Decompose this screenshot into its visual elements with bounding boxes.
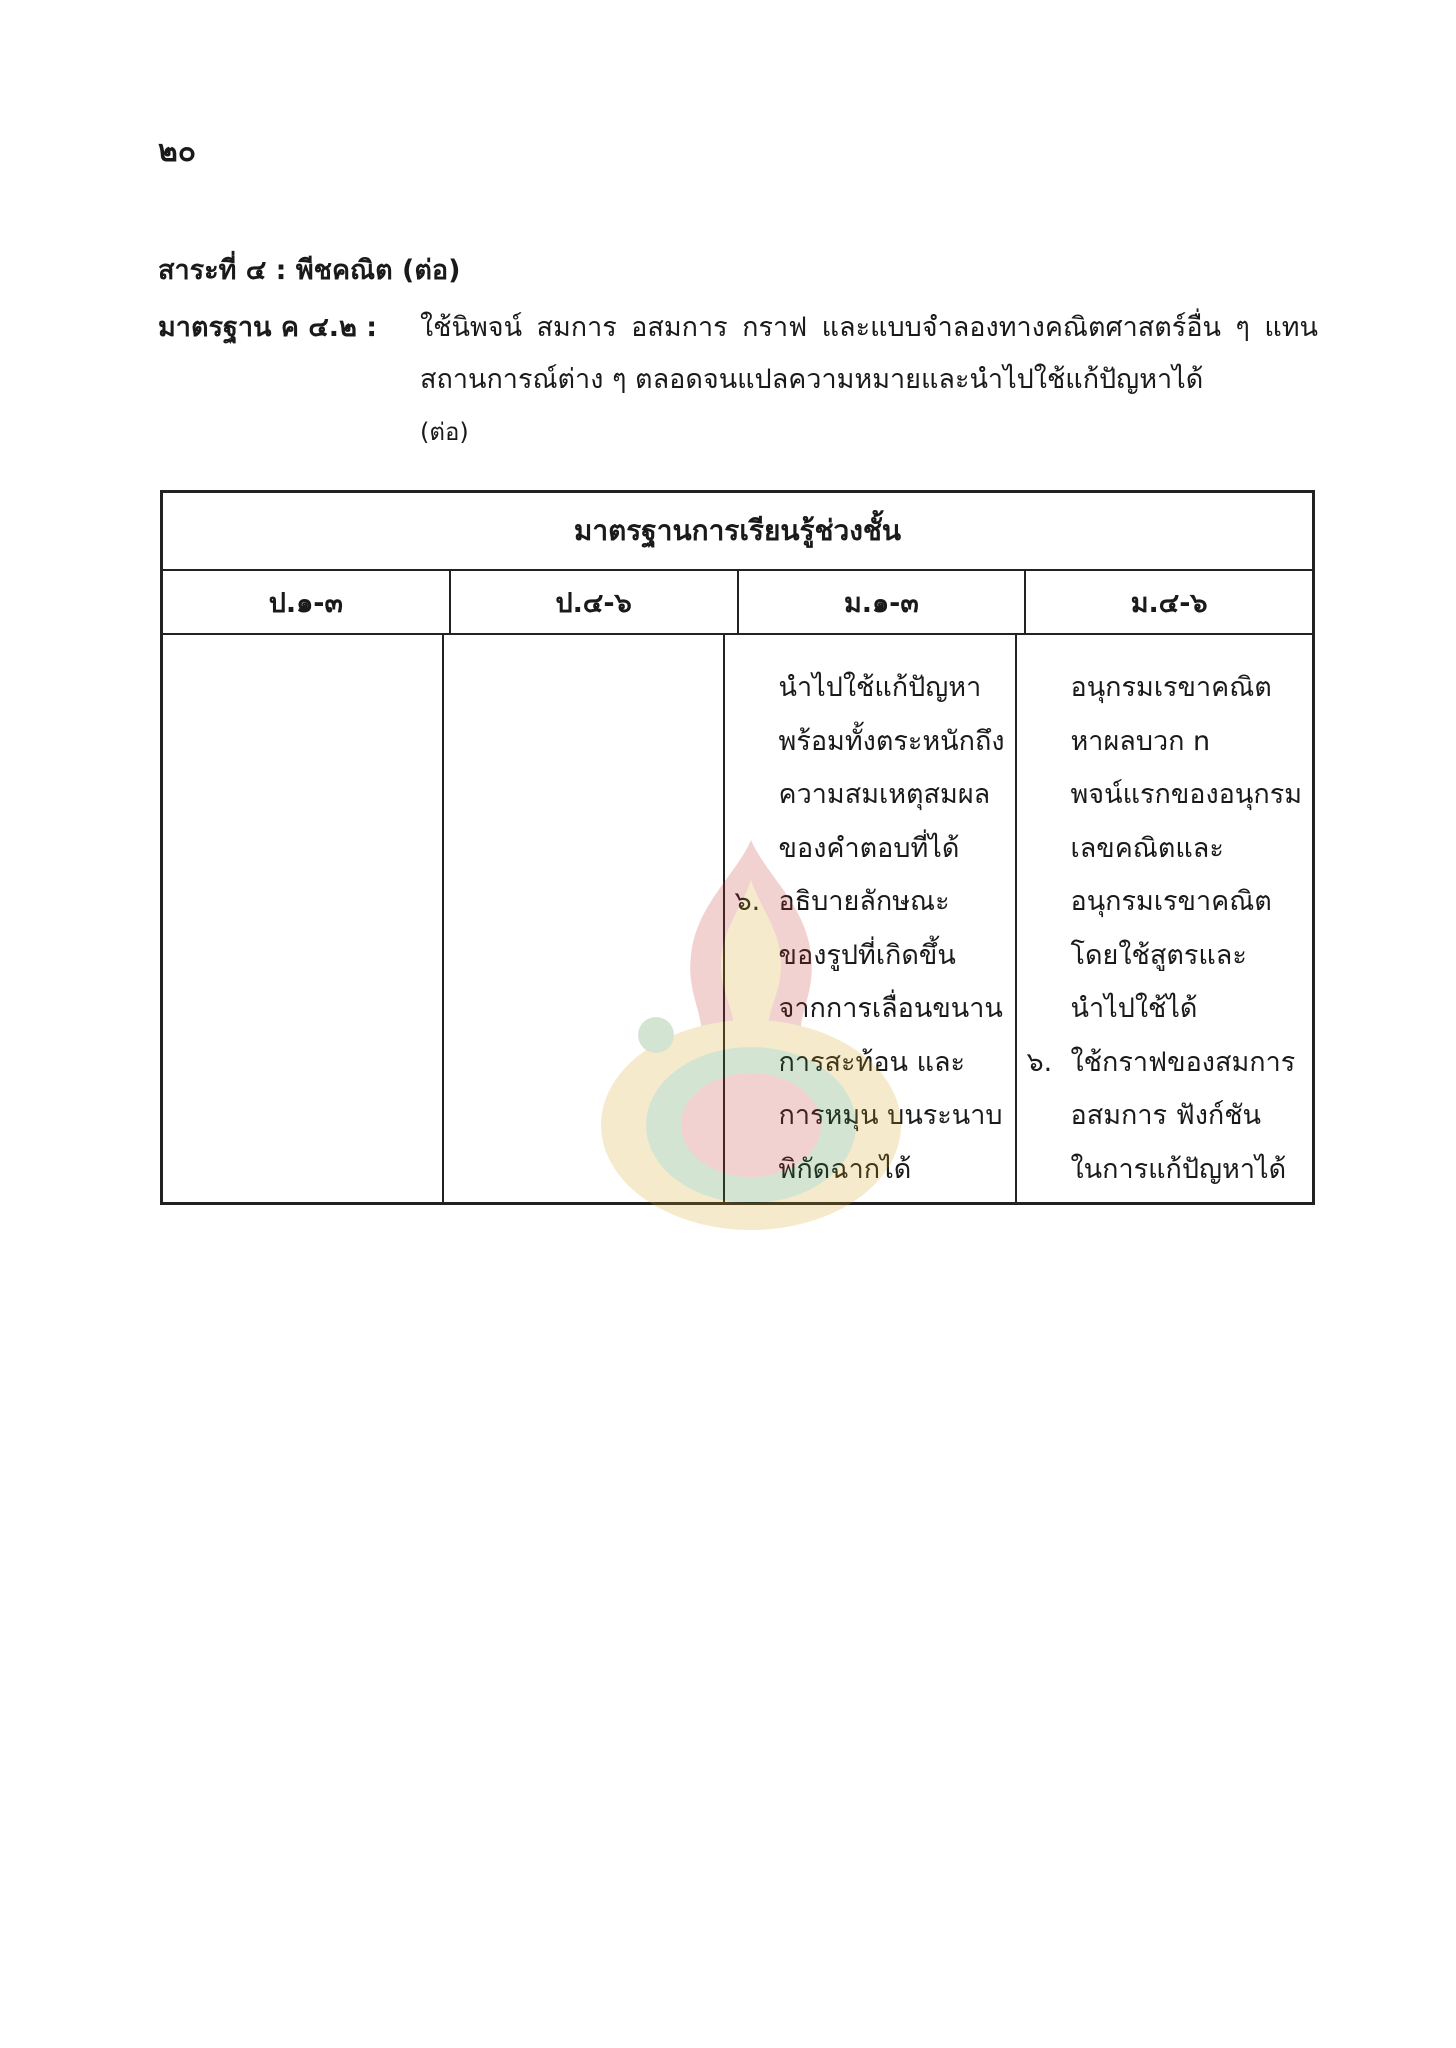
item-number: ๖.	[1026, 1046, 1053, 1078]
line-text: ของคำตอบที่ได้	[778, 832, 960, 864]
line-text: การสะท้อน และ	[778, 1046, 966, 1078]
table-line	[735, 715, 1005, 769]
line-text: อสมการ ฟังก์ชัน	[1070, 1100, 1262, 1131]
table-line	[735, 982, 1005, 1036]
table-line	[1027, 661, 1303, 715]
header-p4-6: ป.๔-๖	[451, 571, 739, 633]
page-number: ๒๐	[158, 134, 197, 169]
line-text: อนุกรมเรขาคณิต	[1070, 672, 1272, 703]
table-line	[735, 768, 1005, 822]
table-line	[1027, 929, 1303, 983]
table-line	[1027, 1036, 1303, 1090]
table-line	[1027, 1089, 1303, 1143]
line-text: เลขคณิตและ	[1070, 832, 1224, 864]
item-number: ๖.	[734, 886, 761, 917]
line-text: จากการเลื่อนขนาน	[778, 993, 1003, 1024]
cell-p4-6	[444, 635, 725, 1205]
line-text: ใช้กราฟของสมการ	[1070, 1046, 1296, 1078]
table-line	[735, 1143, 1005, 1197]
strand-title: สาระที่ ๔ : พีชคณิต (ต่อ)	[158, 255, 461, 286]
header-p1-3: ป.๑-๓	[163, 571, 451, 633]
standard-text: ใช้นิพจน์ สมการ อสมการ กราฟ และแบบจำลองทางคณิตศาสตร์อื่น ๆ แทน สถานการณ์ต่าง ๆ ตลอดจนแปลความหมายและนำไปใช้แก้ปัญหาได้	[420, 312, 1318, 395]
line-text: นำไปใช้ได้	[1070, 993, 1198, 1024]
table-line	[1027, 982, 1303, 1036]
table-line	[735, 929, 1005, 983]
cell-p1-3	[163, 635, 444, 1205]
table-header-row	[163, 571, 1312, 635]
cell-m4-6	[1017, 635, 1313, 1205]
table-body-row	[163, 635, 1312, 1205]
line-text: พิกัดฉากได้	[778, 1153, 912, 1185]
line-text: พร้อมทั้งตระหนักถึง	[778, 725, 1005, 757]
header-m1-3: ม.๑-๓	[739, 571, 1027, 633]
line-text: ในการแก้ปัญหาได้	[1070, 1153, 1287, 1185]
line-text: การหมุน บนระนาบ	[778, 1100, 1003, 1131]
standard-block	[158, 302, 1318, 458]
table-line	[735, 875, 1005, 929]
standard-continued: (ต่อ)	[420, 418, 469, 446]
learning-standards-table	[160, 490, 1315, 1205]
table-line	[1027, 715, 1303, 769]
line-text: ความสมเหตุสมผล	[778, 779, 991, 810]
line-text: โดยใช้สูตรและ	[1070, 939, 1247, 971]
table-title: มาตรฐานการเรียนรู้ช่วงชั้น	[163, 493, 1312, 571]
line-text: ของรูปที่เกิดขึ้น	[778, 939, 956, 971]
cell-m1-3	[725, 635, 1017, 1205]
header-m4-6: ม.๔-๖	[1130, 587, 1208, 619]
standard-label: มาตรฐาน ค ๔.๒ :	[158, 312, 378, 343]
table-line	[1027, 768, 1303, 822]
table-line	[1027, 875, 1303, 929]
table-line	[735, 1089, 1005, 1143]
table-line	[1027, 822, 1303, 876]
line-text: อธิบายลักษณะ	[778, 886, 950, 917]
line-text: อนุกรมเรขาคณิต	[1070, 886, 1272, 917]
line-text: พจน์แรกของอนุกรม	[1070, 779, 1303, 810]
table-line	[735, 661, 1005, 715]
table-line	[735, 1036, 1005, 1090]
table-line	[1027, 1143, 1303, 1197]
line-text: หาผลบวก n	[1070, 725, 1211, 757]
line-text: นำไปใช้แก้ปัญหา	[778, 672, 982, 703]
table-line	[735, 822, 1005, 876]
